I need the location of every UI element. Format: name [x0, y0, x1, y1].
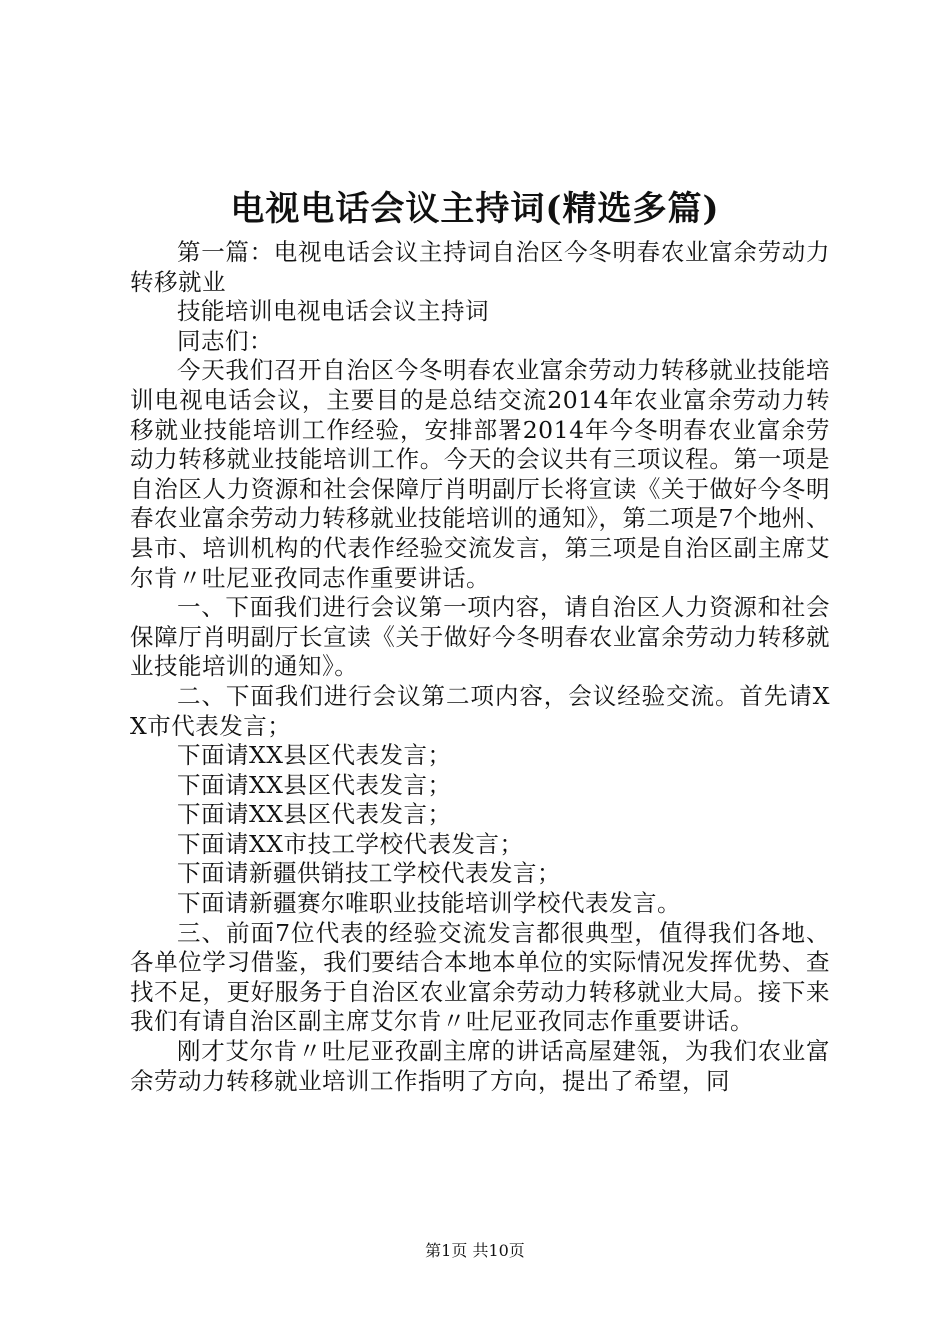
paragraph: 二、下面我们进行会议第二项内容，会议经验交流。首先请XX市代表发言； — [130, 681, 830, 740]
paragraph: 一、下面我们进行会议第一项内容，请自治区人力资源和社会保障厅肖明副厅长宣读《关于做好今冬明春农业富余劳动力转移就业技能培训的通知》。 — [130, 593, 830, 681]
paragraph: 下面请XX县区代表发言； — [177, 800, 452, 829]
paragraph: 今天我们召开自治区今冬明春农业富余劳动力转移就业技能培训电视电话会议，主要目的是总结交流2014年农业富余劳动力转移就业技能培训工作经验，安排部署2014年今冬明春农业富余劳动力转移就业技能培训工作。今天的会议共有三项议程。第一项是自治区人力资源和社会保障厅肖明副厅长将宣读《关于做好今冬明春农业富余劳动力转移就业技能培训的通知》，第二项是7个地州、县市、培训机构的代表作经验交流发言，第三项是自治区副主席艾尔肯〃吐尼亚孜同志作重要讲话。 — [130, 356, 830, 592]
paragraph: 下面请XX县区代表发言； — [177, 741, 452, 770]
document-title: 电视电话会议主持词(精选多篇) — [230, 189, 720, 229]
paragraph: 第一篇：电视电话会议主持词自治区今冬明春农业富余劳动力转移就业 — [130, 238, 830, 296]
paragraph: 三、前面7位代表的经验交流发言都很典型，值得我们各地、各单位学习借鉴，我们要结合本地本单位的实际情况发挥优势、查找不足，更好服务于自治区农业富余劳动力转移就业大局。接下来我们有请自治区副主席艾尔肯〃吐尼亚孜同志作重要讲话。 — [130, 918, 830, 1036]
page-indicator: 第1页 共10页 — [425, 1241, 525, 1260]
paragraph: 刚才艾尔肯〃吐尼亚孜副主席的讲话高屋建瓴，为我们农业富余劳动力转移就业培训工作指明了方向，提出了希望，同 — [130, 1037, 830, 1095]
paragraph: 技能培训电视电话会议主持词 — [177, 297, 489, 326]
paragraph: 下面请XX市技工学校代表发言； — [177, 829, 524, 858]
paragraph: 下面请新疆供销技工学校代表发言； — [177, 859, 561, 888]
paragraph: 同志们： — [177, 326, 273, 355]
paragraph: 下面请XX县区代表发言； — [177, 770, 452, 799]
document-body — [130, 238, 830, 1096]
paragraph: 下面请新疆赛尔唯职业技能培训学校代表发言。 — [177, 889, 681, 918]
